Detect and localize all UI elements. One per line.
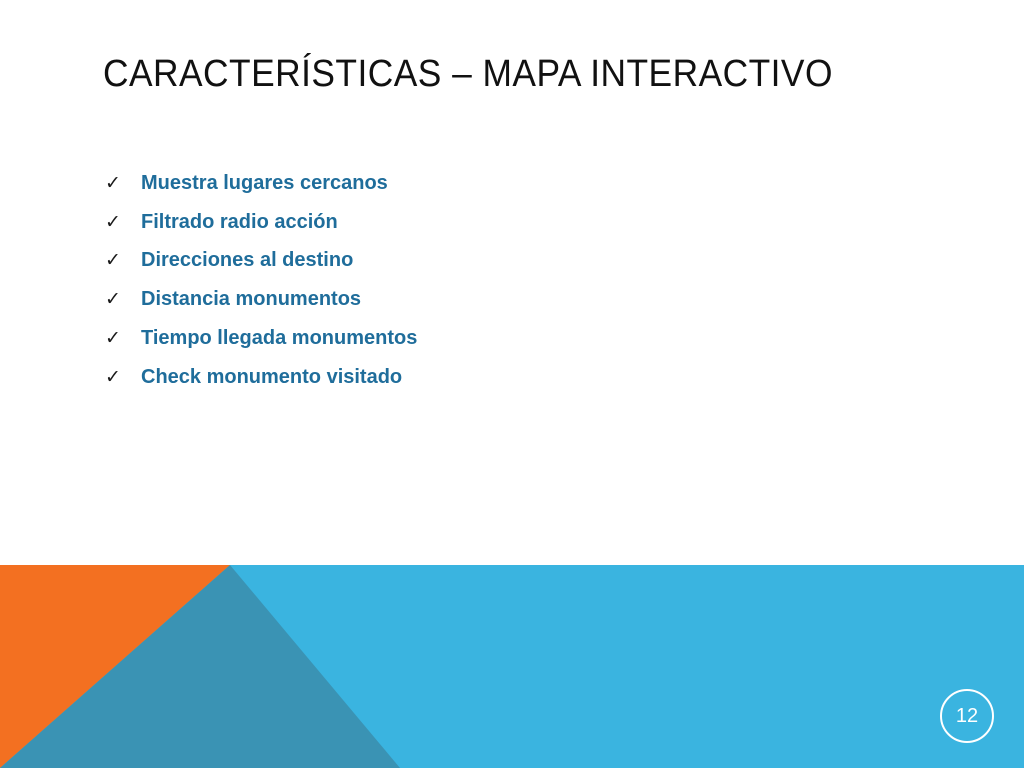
bullet-item <box>105 164 417 203</box>
bullet-item <box>105 358 417 397</box>
bullet-text: Distancia monumentos <box>141 288 362 311</box>
checkmark-icon: ✓ <box>105 288 121 311</box>
bullet-text: Muestra lugares cercanos <box>141 171 388 194</box>
page-number-badge: 12 <box>940 689 994 743</box>
slide-title: CARACTERÍSTICAS – MAPA INTERACTIVO <box>103 53 833 95</box>
bullet-text: Filtrado radio acción <box>141 210 338 233</box>
checkmark-icon: ✓ <box>105 171 121 194</box>
bullet-item <box>105 203 417 242</box>
checkmark-icon: ✓ <box>105 365 121 388</box>
bullet-item <box>105 319 417 358</box>
bullet-item <box>105 242 417 281</box>
bullet-item <box>105 280 417 319</box>
bullet-list <box>105 164 417 397</box>
checkmark-icon: ✓ <box>105 327 121 350</box>
bullet-text: Check monumento visitado <box>141 365 403 388</box>
bullet-text: Tiempo llegada monumentos <box>141 327 418 350</box>
bullet-text: Direcciones al destino <box>141 249 354 272</box>
checkmark-icon: ✓ <box>105 249 121 272</box>
footer-decorative-band <box>0 565 1024 768</box>
checkmark-icon: ✓ <box>105 210 121 233</box>
